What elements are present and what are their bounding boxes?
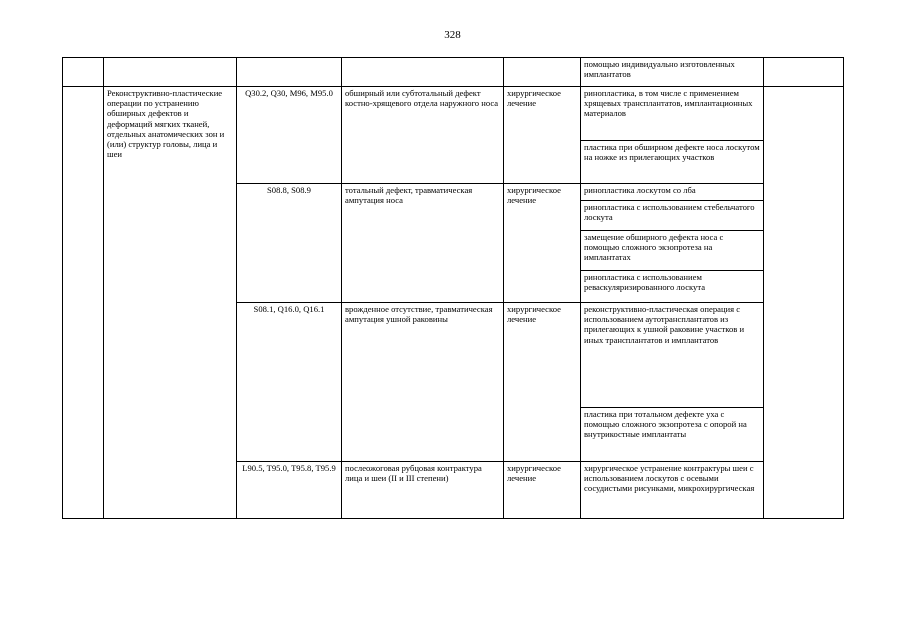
- table-cell-model: [342, 58, 504, 87]
- page-number: 328: [444, 29, 461, 41]
- table-row: [63, 58, 844, 87]
- table-cell-treatment: хирургическое лечение: [504, 87, 581, 184]
- table-cell-group: [104, 58, 237, 87]
- table-cell-model: обширный или субтотальный дефект костно-хрящевого отдела наружного носа: [342, 87, 504, 184]
- table-cell-method: ринопластика с использованием стебельчатого лоскута: [581, 201, 764, 231]
- table-cell-treatment: хирургическое лечение: [504, 303, 581, 462]
- table-cell-method: помощью индивидуально изготовленных имплантатов: [581, 58, 764, 87]
- table-cell-method: замещение обширного дефекта носа с помощью сложного экзопротеза на имплантатах: [581, 231, 764, 271]
- table-cell-method: пластика при обширном дефекте носа лоскутом на ножке из прилегающих участков: [581, 141, 764, 184]
- table-cell-method: пластика при тотальном дефекте уха с помощью сложного экзопротеза с опорой на внутрикостные имплантаты: [581, 408, 764, 462]
- table-cell-number: [63, 58, 104, 87]
- table-cell-model: тотальный дефект, травматическая ампутация носа: [342, 184, 504, 303]
- table-cell-method: реконструктивно-пластическая операция с использованием аутотрансплантатов из прилегающих к ушной раковине участков и иных трансплантатов и имплантатов: [581, 303, 764, 408]
- table-cell-model: врожденное отсутствие, травматическая ампутация ушной раковины: [342, 303, 504, 462]
- table-cell-group: Реконструктивно-пластические операции по устранению обширных дефектов и деформаций мягких тканей, отдельных анатомических зон и (или) структур головы, лица и шеи: [104, 87, 237, 519]
- table-row: [63, 87, 844, 141]
- table-cell-cost: [764, 58, 844, 87]
- table-cell-codes: S08.8, S08.9: [237, 184, 342, 303]
- table-cell-treatment: хирургическое лечение: [504, 462, 581, 519]
- table-cell-method: ринопластика с использованием реваскуляризированного лоскута: [581, 271, 764, 303]
- table-cell-codes: [237, 58, 342, 87]
- table-cell-method: ринопластика лоскутом со лба: [581, 184, 764, 201]
- table-cell-treatment: [504, 58, 581, 87]
- table-cell-treatment: хирургическое лечение: [504, 184, 581, 303]
- table-cell-cost: [764, 87, 844, 519]
- table-cell-method: хирургическое устранение контрактуры шеи с использованием лоскутов с осевыми сосудистыми рисунками, микрохирургическая: [581, 462, 764, 519]
- table-cell-model: послеожоговая рубцовая контрактура лица и шеи (II и III степени): [342, 462, 504, 519]
- table-cell-codes: S08.1, Q16.0, Q16.1: [237, 303, 342, 462]
- table-cell-number: [63, 87, 104, 519]
- table-cell-codes: L90.5, T95.0, T95.8, T95.9: [237, 462, 342, 519]
- procedures-table: [62, 57, 844, 519]
- table-cell-method: ринопластика, в том числе с применением хрящевых трансплантатов, имплантационных материалов: [581, 87, 764, 141]
- table-cell-codes: Q30.2, Q30, M96, M95.0: [237, 87, 342, 184]
